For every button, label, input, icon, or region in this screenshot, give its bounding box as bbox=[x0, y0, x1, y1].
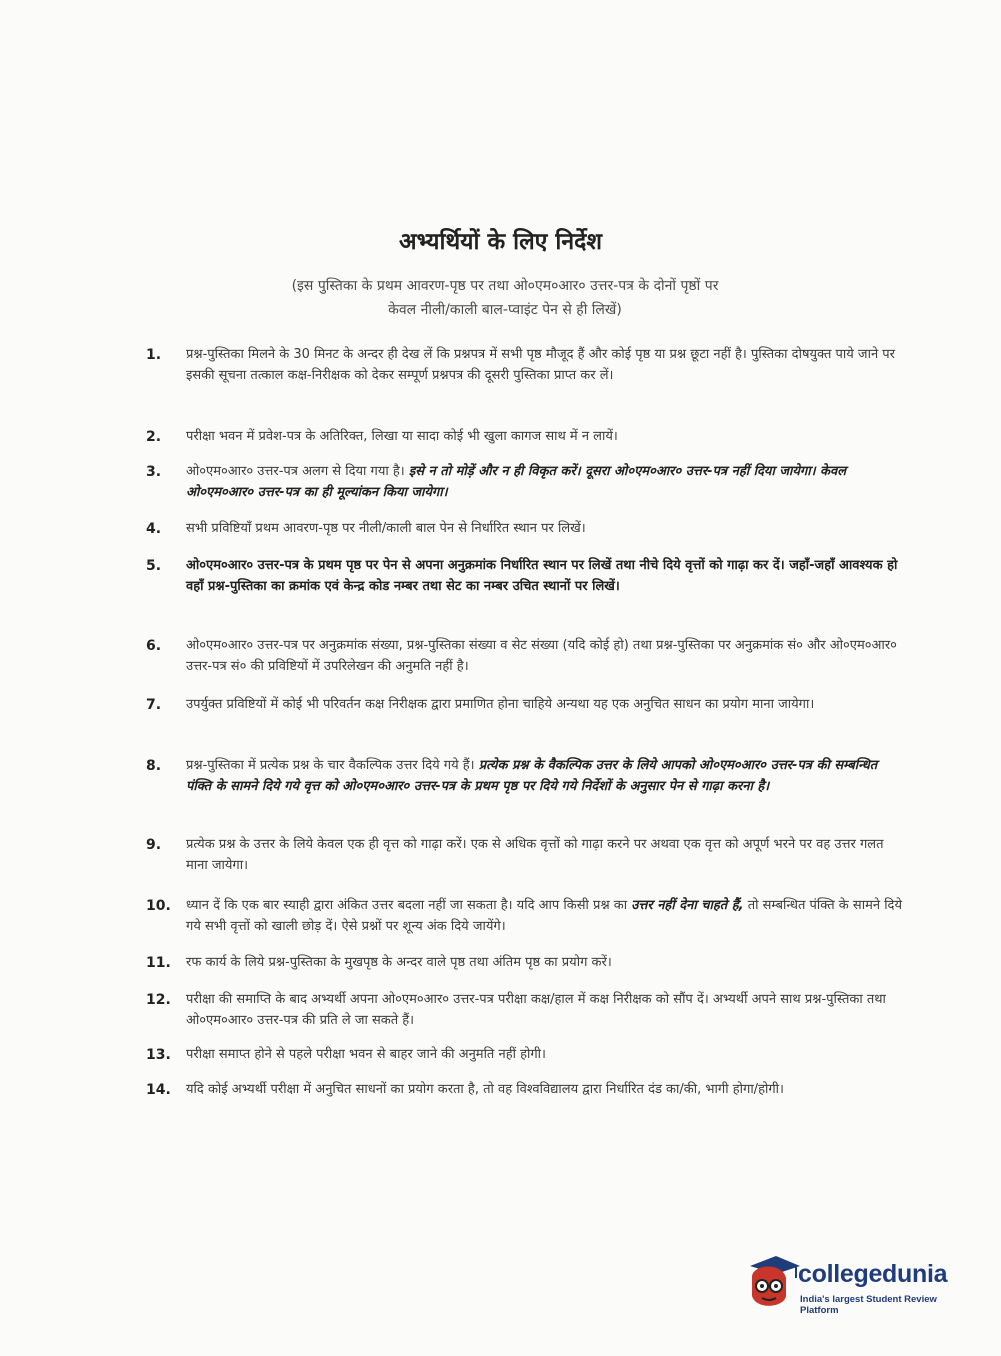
instruction-text-emphasis: प्रत्येक प्रश्न के वैकल्पिक उत्तर के लिये आपको ओ०एम०आर० उत्तर-पत्र की सम्बन्धित पंक्ति के सामने दिये गये वृत्त को ओ०एम०आर० उत्तर-पत्र के प्रथम पृष्ठ पर दिये गये निर्देशों के अनुसार पेन से गाढ़ा करना है। bbox=[186, 758, 878, 794]
instruction-text: प्रत्येक प्रश्न के उत्तर के लिये केवल एक ही वृत्त को गाढ़ा करें। एक से अधिक वृत्तों को गाढ़ा करने पर अथवा एक वृत्त को अपूर्ण भरने पर वह उत्तर गलत माना जायेगा। bbox=[186, 837, 884, 873]
brand-name: collegedunia bbox=[798, 1260, 948, 1288]
instruction-text: परीक्षा भवन में प्रवेश-पत्र के अतिरिक्त, लिखा या सादा कोई भी खुला कागज साथ में न लायें। bbox=[186, 429, 618, 444]
instruction-text: प्रश्न-पुस्तिका मिलने के 30 मिनट के अन्दर ही देख लें कि प्रश्नपत्र में सभी पृष्ठ मौजूद हैं और कोई पृष्ठ या प्रश्न छूटा नहीं है। पुस्तिका दोषयुक्त पाये जाने पर इसकी सूचना तत्काल कक्ष-निरीक्षक को देकर सम्पूर्ण प्रश्नपत्र की दूसरी पुस्तिका प्राप्त कर लें। bbox=[186, 347, 895, 383]
instruction-number: 2. bbox=[146, 429, 162, 445]
instruction-number: 10. bbox=[146, 898, 171, 914]
brand-tagline: India's largest Student Review Platform bbox=[800, 1294, 937, 1316]
instruction-number: 1. bbox=[146, 347, 162, 363]
instruction-text-emphasis: उत्तर नहीं देना चाहते हैं, bbox=[631, 898, 744, 913]
instruction-text-plain: ओ०एम०आर० उत्तर-पत्र अलग से दिया गया है। bbox=[186, 464, 405, 479]
instruction-text: परीक्षा समाप्त होने से पहले परीक्षा भवन से बाहर जाने की अनुमति नहीं होगी। bbox=[186, 1047, 546, 1062]
subtitle-line-1: (इस पुस्तिका के प्रथम आवरण-पृष्ठ पर तथा ओ०एम०आर० उत्तर-पत्र के दोनों पृष्ठों पर bbox=[291, 278, 719, 294]
instruction-number: 4. bbox=[146, 521, 162, 537]
instruction-number: 7. bbox=[146, 697, 162, 713]
instruction-text-plain-2: तो सम्बन्धित पंक्ति के सामने दिये गये सभी वृत्तों को खाली छोड़ दें। ऐसे प्रश्नों पर शून्य अंक दिये जायेंगे। bbox=[186, 898, 903, 934]
instruction-number: 9. bbox=[146, 837, 162, 853]
instruction-text: ओ०एम०आर० उत्तर-पत्र पर अनुक्रमांक संख्या, प्रश्न-पुस्तिका संख्या व सेट संख्या (यदि कोई हो) तथा प्रश्न-पुस्तिका पर अनुक्रमांक सं० और ओ०एम०आर० उत्तर-पत्र सं० की प्रविष्टियों में उपरिलेखन की अनुमति नहीं है। bbox=[186, 638, 897, 674]
instruction-text-plain: ध्यान दें कि एक बार स्याही द्वारा अंकित उत्तर बदला नहीं जा सकता है। यदि आप किसी प्रश्न का bbox=[186, 898, 628, 913]
instruction-text: उपर्युक्त प्रविष्टियों में कोई भी परिवर्तन कक्ष निरीक्षक द्वारा प्रमाणित होना चाहिये अन्यथा यह एक अनुचित साधन का प्रयोग माना जायेगा। bbox=[186, 697, 815, 712]
page-title: अभ्यर्थियों के लिए निर्देश bbox=[399, 229, 602, 255]
instruction-number: 12. bbox=[146, 992, 171, 1008]
instruction-text: रफ कार्य के लिये प्रश्न-पुस्तिका के मुखपृष्ठ के अन्दर वाले पृष्ठ तथा अंतिम पृष्ठ का प्रयोग करें। bbox=[186, 955, 612, 970]
instruction-text: यदि कोई अभ्यर्थी परीक्षा में अनुचित साधनों का प्रयोग करता है, तो वह विश्वविद्यालय द्वारा निर्धारित दंड का/की, भागी होगा/होगी। bbox=[186, 1082, 784, 1097]
instruction-text bbox=[186, 755, 906, 797]
instruction-number: 3. bbox=[146, 464, 162, 480]
instruction-text-plain: प्रश्न-पुस्तिका में प्रत्येक प्रश्न के चार वैकल्पिक उत्तर दिये गये हैं। bbox=[186, 758, 475, 773]
instruction-number: 6. bbox=[146, 638, 162, 654]
subtitle-line-2: केवल नीली/काली बाल-प्वाइंट पेन से ही लिखें) bbox=[388, 302, 622, 318]
instruction-number: 8. bbox=[146, 758, 162, 774]
instruction-number: 5. bbox=[146, 558, 162, 574]
mascot-icon bbox=[742, 1252, 802, 1312]
instruction-text bbox=[186, 895, 906, 937]
instruction-text bbox=[186, 461, 906, 503]
instruction-text: परीक्षा की समाप्ति के बाद अभ्यर्थी अपना ओ०एम०आर० उत्तर-पत्र परीक्षा कक्ष/हाल में कक्ष निरीक्षक को सौंप दें। अभ्यर्थी अपने साथ प्रश्न-पुस्तिका तथा ओ०एम०आर० उत्तर-पत्र की प्रति ले जा सकते हैं। bbox=[186, 992, 886, 1028]
instruction-text: सभी प्रविष्टियाँ प्रथम आवरण-पृष्ठ पर नीली/काली बाल पेन से निर्धारित स्थान पर लिखें। bbox=[186, 521, 586, 536]
page-subtitle bbox=[180, 274, 830, 322]
instruction-text: ओ०एम०आर० उत्तर-पत्र के प्रथम पृष्ठ पर पेन से अपना अनुक्रमांक निर्धारित स्थान पर लिखें तथा नीचे दिये वृत्तों को गाढ़ा कर दें। जहाँ-जहाँ आवश्यक हो वहाँ प्रश्न-पुस्तिका का क्रमांक एवं केन्द्र कोड नम्बर तथा सेट का नम्बर उचित स्थानों पर लिखें। bbox=[186, 558, 898, 594]
collegedunia-watermark bbox=[742, 1252, 972, 1316]
instruction-number: 14. bbox=[146, 1082, 171, 1098]
instruction-number: 11. bbox=[146, 955, 171, 971]
instruction-number: 13. bbox=[146, 1047, 171, 1063]
instruction-text-emphasis: इसे न तो मोड़ें और न ही विकृत करें। दूसरा ओ०एम०आर० उत्तर-पत्र नहीं दिया जायेगा। केवल ओ०एम०आर० उत्तर-पत्र का ही मूल्यांकन किया जायेगा। bbox=[186, 464, 847, 500]
